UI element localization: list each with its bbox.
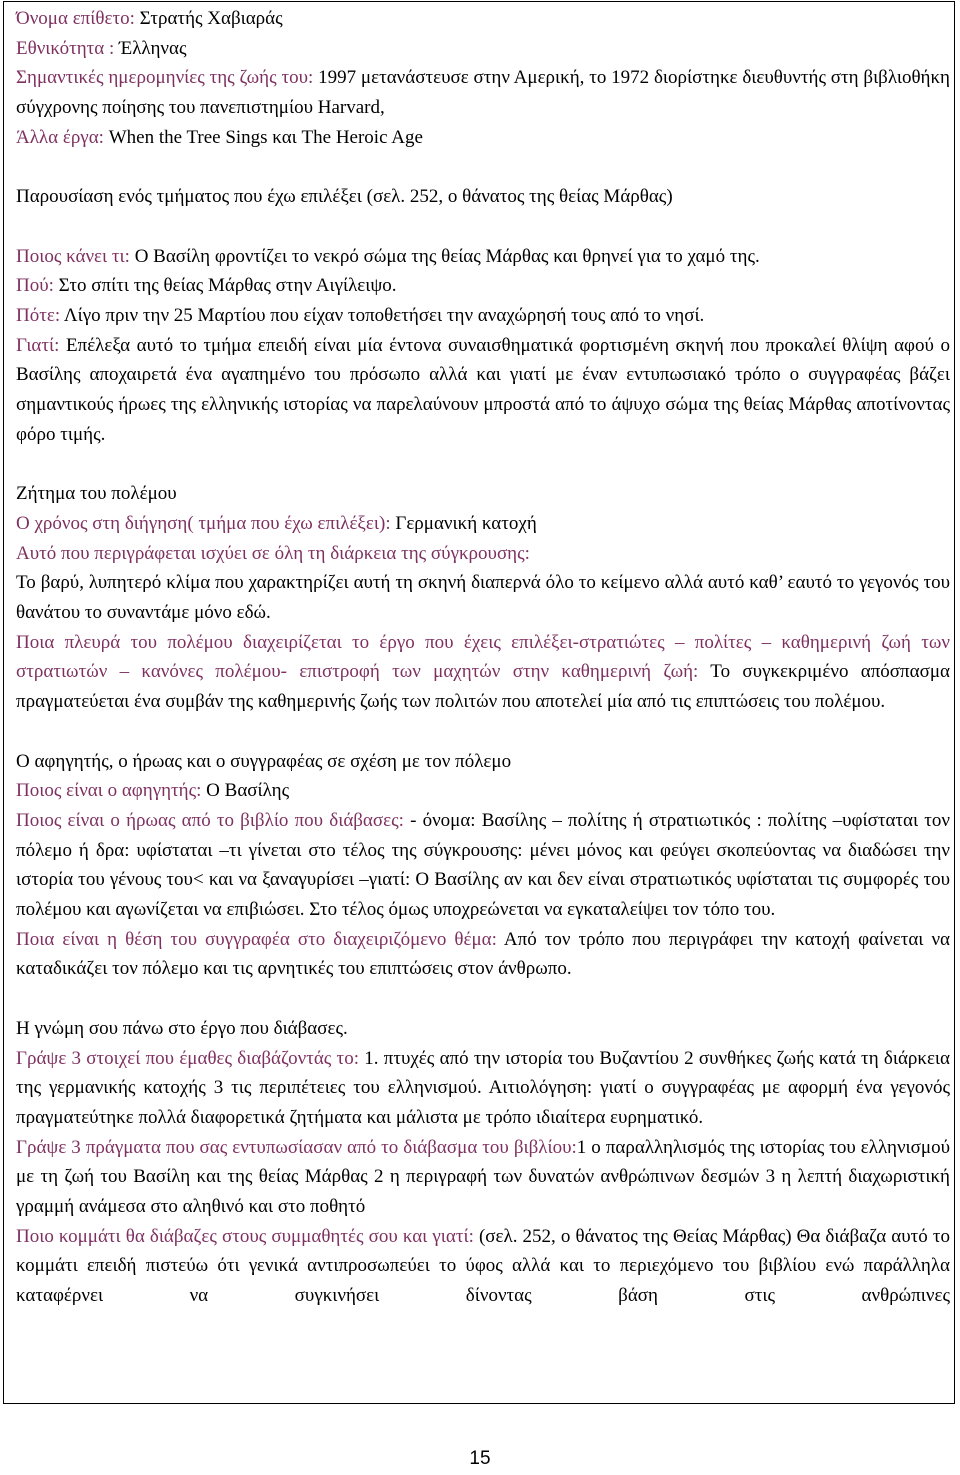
bio-nationality — [16, 34, 950, 64]
war-duration — [16, 539, 950, 569]
excerpt-who — [16, 242, 950, 272]
spacer — [16, 153, 950, 183]
label: Άλλα έργα: — [16, 126, 104, 148]
war-heading: Ζήτημα του πολέμου — [16, 483, 177, 505]
value: Λίγο πριν την 25 Μαρτίου που είχαν τοποθετήσει την αναχώρησή τους από το νησί. — [60, 305, 705, 326]
value: 1. πτυχές από την ιστορία του Βυζαντίου 2 συνθήκες ζωής κατά τη διάρκεια της γερμανικής κατοχής 3 τις περιπέτειες του ελληνισμού. Αιτιολόγηση: γιατί ο συγγραφέας με αφορμή ένα γεγονός πραγματεύτηκε πολλά διαφορετικά ζητήματα και μάλιστα με τρόπο ιδιαίτερα ευρηματικό. — [16, 1047, 951, 1128]
value: When the Tree Sings και The Heroic Age — [103, 126, 423, 148]
label: Γιατί: — [16, 334, 60, 356]
bio-works — [16, 123, 950, 153]
opinion-impressed — [16, 1133, 950, 1222]
value: Ο Βασίλη φροντίζει το νεκρό σώμα της θείας Μάρθας και θρηνεί για το χαμό της. — [129, 245, 760, 267]
narrator-who — [16, 776, 950, 806]
spacer — [16, 450, 950, 480]
war-time — [16, 509, 950, 539]
label: Όνομα επίθετο: — [16, 8, 135, 29]
war-climate: Το βαρύ, λυπητερό κλίμα που χαρακτηρίζει αυτή τη σκηνή διαπερνά όλο το κείμενο αλλά αυτό καθ’ εαυτό το γεγονός του θανάτου το συναντάμε μόνο εδώ. — [16, 572, 950, 624]
excerpt-where — [16, 271, 950, 301]
value: Γερμανική κατοχή — [390, 512, 537, 534]
bio-name — [16, 4, 950, 34]
document-body — [16, 4, 950, 1311]
page-frame — [3, 1, 955, 1404]
spacer — [16, 717, 950, 747]
narrator-author — [16, 925, 950, 984]
label: Γράψε 3 στοιχεί που έμαθες διαβάζοντάς το: — [16, 1047, 359, 1069]
value: (σελ. 252, ο θάνατος της Θείας Μάρθας) Θα διάβαζα αυτό το κομμάτι επειδή πιστεύω ότι γενικά αντιπροσωπεύει το ύφος αλλά και το περιεχόμενο του βιβλίου ενώ παράλληλα καταφέρνει να συγκινήσει δίνοντας βάση στις ανθρώπινες — [16, 1225, 951, 1307]
spacer — [16, 212, 950, 242]
value: Από τον τρόπο που περιγράφει την κατοχή φαίνεται να καταδικάζει τον πόλεμο και τις αρνητικές του επιπτώσεις στον άνθρωπο. — [16, 928, 950, 980]
narrator-heading: Ο αφηγητής, ο ήρωας και ο συγγραφέας σε σχέση με τον πόλεμο — [16, 750, 512, 772]
label: Γράψε 3 πράγματα που σας εντυπωσίασαν από το διάβασμα του βιβλίου: — [16, 1136, 577, 1158]
label: Ποια πλευρά του πολέμου διαχειρίζεται το έργο που έχεις επιλέξει-στρατιώτες – πολίτες – καθημερινή ζωή των στρατιωτών – κανόνες πολέμου- επιστροφή των μαχητών στην καθημερινή ζωή: — [16, 631, 950, 683]
war-side — [16, 628, 950, 717]
value: Στο σπίτι της θείας Μάρθας στην Αιγίλειψο. — [53, 275, 397, 297]
page-number: 15 — [469, 1448, 491, 1469]
value: 1997 μετανάστευσε στην Αμερική, το 1972 διορίστηκε διευθυντής στη βιβλιοθήκη σύγχρονης ποίησης του πανεπιστημίου Harvard, — [16, 67, 950, 119]
opinion-heading: Η γνώμη σου πάνω στο έργο που διάβασες. — [16, 1017, 348, 1039]
label: Πότε: — [16, 305, 61, 326]
label: Αυτό που περιγράφεται ισχύει σε όλη τη διάρκεια της σύγκρουσης: — [16, 542, 530, 564]
bio-dates — [16, 63, 950, 122]
value: Επέλεξα αυτό το τμήμα επειδή είναι μία έντονα συναισθηματικά φορτισμένη σκηνή που προκαλεί θλίψη αφού ο Βασίλης αποχαιρετά ένα αγαπημένο του πρόσωπο αλλά και γιατί με έναν εντυπωσιακό τρόπο ο συγγραφέας βάζει σημαντικούς ήρωες της ελληνικής ιστορίας να παρελαύνουν μπροστά από το άψυχο σώμα της θείας Μάρθας αποτίνοντας φόρο τιμής. — [16, 334, 950, 445]
label: Εθνικότητα : — [16, 37, 120, 59]
value: Το συγκεκριμένο απόσπασμα πραγματεύεται ένα συμβάν της καθημερινής ζωής των πολιτών που αποτελεί μία από τις επιπτώσεις του πολέμου. — [16, 661, 950, 713]
value: Έλληνας — [119, 37, 187, 59]
label: Σημαντικές ημερομηνίες της ζωής του: — [16, 67, 314, 89]
value: - όνομα: Βασίλης – πολίτης ή στρατιωτικός : πολίτης –υφίσταται τον πόλεμο ή δρα: υφίσταται –τι γίνεται στο τέλος της σύγκρουσης: μένει μόνος και φεύγει σκοπεύοντας να διαδώσει την ιστορία του γένους του< και να ξαναγυρίσει –γιατί: Ο Βασίλης αν και δεν είναι στρατιωτικός υφίσταται τις συμφορές του πολέμου και αγωνίζεται να επιβιώσει. Στο τέλος όμως υποχρεώνεται να εγκαταλείψει τον τόπο του. — [16, 809, 950, 921]
label: Ποιο κομμάτι θα διάβαζες στους συμμαθητές σου και γιατί: — [16, 1225, 474, 1247]
value: Ο Βασίλης — [201, 780, 290, 802]
excerpt-why — [16, 331, 950, 450]
label: Ποιος είναι ο ήρωας από το βιβλίο που διάβασες: — [16, 809, 404, 831]
spacer — [16, 984, 950, 1014]
label: Πού: — [16, 275, 54, 297]
label: Ο χρόνος στη διήγηση( τμήμα που έχω επιλέξει): — [16, 512, 391, 534]
opinion-recommend — [16, 1222, 950, 1311]
label: Ποιος είναι ο αφηγητής: — [16, 780, 202, 802]
label: Ποια είναι η θέση του συγγραφέα στο διαχειριζόμενο θέμα: — [16, 928, 497, 950]
narrator-hero — [16, 806, 950, 925]
opinion-learned — [16, 1044, 950, 1133]
excerpt-heading: Παρουσίαση ενός τμήματος που έχω επιλέξει (σελ. 252, ο θάνατος της θείας Μάρθας) — [16, 186, 673, 208]
label: Ποιος κάνει τι: — [16, 245, 130, 267]
excerpt-when — [16, 301, 950, 331]
value: 1 ο παραλληλισμός της ιστορίας του ελληνισμού με τη ζωή του Βασίλη και της θείας Μάρθας 2 η περιγραφή των δυνατών ανθρώπινων δεσμών 3 η λεπτή διαχωριστική γραμμή ανάμεσα στο αληθινό και στο ποθητό — [16, 1136, 950, 1218]
value: Στρατής Χαβιαράς — [134, 8, 283, 29]
